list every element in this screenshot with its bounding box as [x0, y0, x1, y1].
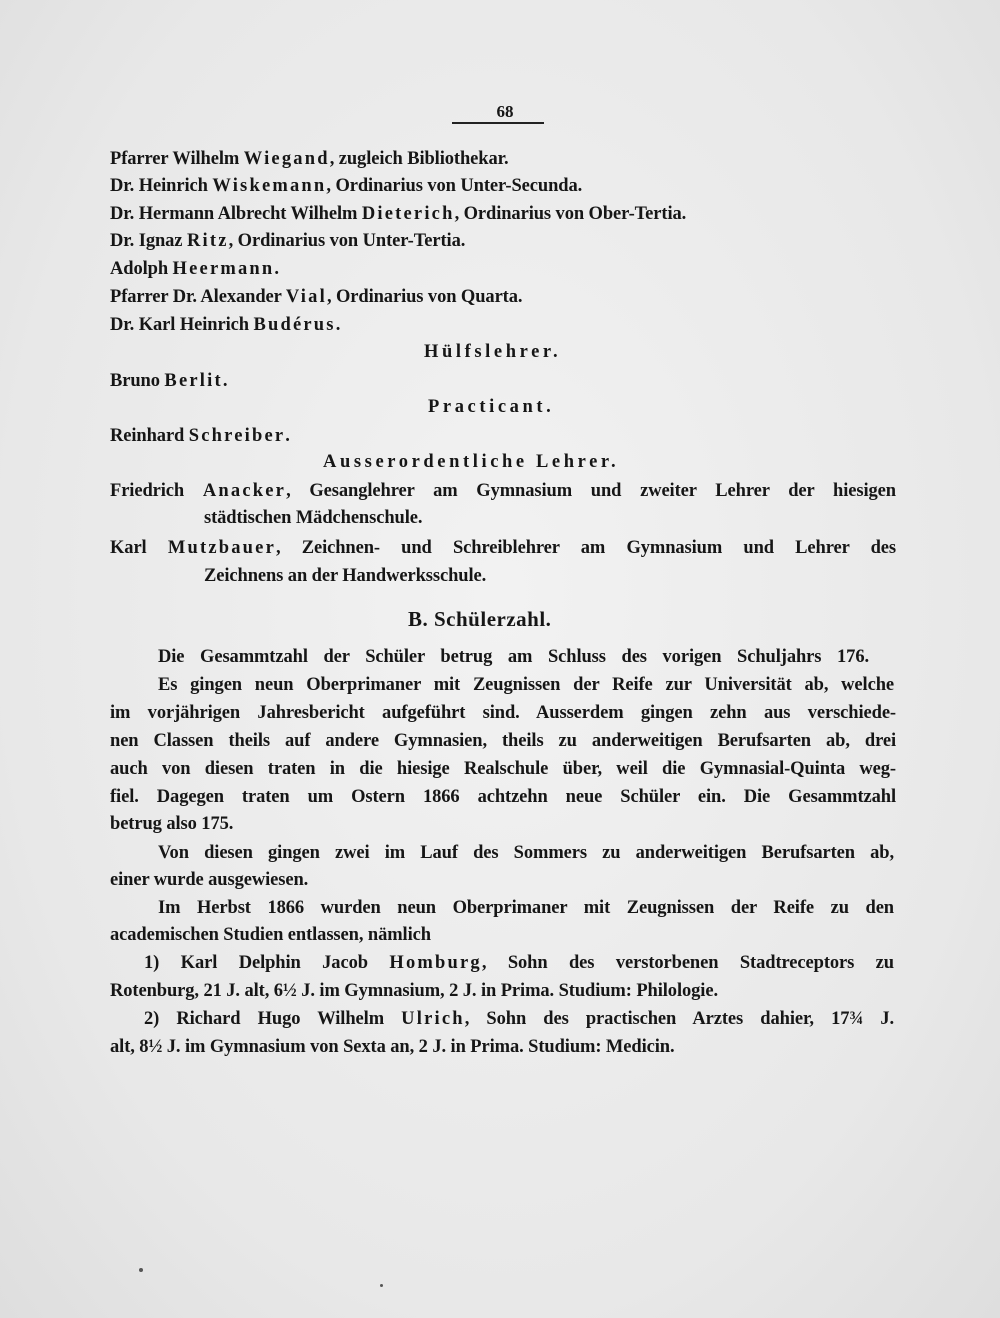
paper-speck [380, 1284, 383, 1287]
staff-role: , Zeichnen- und Schreiblehrer am Gymnasium und Lehrer des [275, 538, 896, 558]
paper-speck [139, 1268, 143, 1272]
staff-name: Wiskemann [212, 176, 327, 196]
staff-role: , Ordinarius von Quarta. [326, 287, 523, 307]
staff-role: , Ordinarius von Ober-Tertia. [454, 204, 687, 224]
staff-role: , Ordinarius von Unter-Tertia. [228, 231, 466, 251]
staff-line [110, 175, 896, 197]
staff-line [110, 480, 896, 502]
graduate-entry-continuation: Rotenburg, 21 J. alt, 6½ J. im Gymnasium, 2 J. in Prima. Studium: Philologie. [110, 981, 718, 1001]
staff-line [110, 230, 896, 252]
graduate-details: , Sohn des verstorbenen Stadtreceptors zu [481, 953, 894, 973]
staff-role: . [335, 315, 341, 335]
graduate-details: , Sohn des practischen Arztes dahier, 17¾ J. [464, 1009, 894, 1029]
graduate-entry-continuation: alt, 8½ J. im Gymnasium von Sexta an, 2 J. in Prima. Studium: Medicin. [110, 1037, 675, 1057]
staff-name: Mutzbauer [167, 538, 276, 558]
staff-name: Dieterich [361, 204, 455, 224]
paragraph-line: Von diesen gingen zwei im Lauf des Sommers zu anderweitigen Berufsarten ab, [158, 843, 894, 863]
graduate-entry [144, 1008, 894, 1030]
graduate-entry [144, 952, 894, 974]
staff-line [110, 148, 896, 170]
staff-text: Bruno [110, 371, 165, 391]
paragraph-line: Es gingen neun Oberprimaner mit Zeugnissen der Reife zur Universität ab, welche [158, 675, 894, 695]
graduate-text: 1) Karl Delphin Jacob [144, 953, 390, 973]
staff-line [110, 203, 896, 225]
graduate-text: 2) Richard Hugo Wilhelm [144, 1009, 402, 1029]
staff-text: Dr. Heinrich [110, 176, 213, 196]
staff-name: Ritz [186, 231, 229, 251]
staff-role: , Ordinarius von Unter-Secunda. [326, 176, 583, 196]
staff-line [110, 370, 896, 392]
staff-line [110, 537, 896, 559]
staff-role: , zugleich Bibliothekar. [329, 149, 509, 169]
staff-role: , Gesanglehrer am Gymnasium und zweiter Lehrer der hiesigen [286, 481, 896, 501]
staff-text: Pfarrer Dr. Alexander [110, 287, 286, 307]
staff-text: Friedrich [110, 481, 203, 501]
staff-name: Anacker [202, 481, 287, 501]
staff-name: Heermann [172, 259, 275, 279]
staff-text: Dr. Hermann Albrecht Wilhelm [110, 204, 362, 224]
staff-line [110, 286, 896, 308]
paragraph-line: betrug also 175. [110, 814, 234, 834]
staff-role: . [222, 371, 228, 391]
heading-ausserordentliche-lehrer: Ausserordentliche Lehrer. [323, 452, 620, 472]
staff-text: Pfarrer Wilhelm [110, 149, 244, 169]
heading-huelfslehrer: Hülfslehrer. [424, 342, 562, 362]
staff-name: Wiegand [243, 149, 330, 169]
paragraph-line: Im Herbst 1866 wurden neun Oberprimaner mit Zeugnissen der Reife zu den [158, 898, 894, 918]
paragraph-line: academischen Studien entlassen, nämlich [110, 925, 431, 945]
staff-line [110, 314, 896, 336]
graduate-name: Ulrich [401, 1009, 465, 1029]
staff-text: Dr. Ignaz [110, 231, 187, 251]
staff-name: Berlit [164, 371, 223, 391]
staff-text: Dr. Karl Heinrich [110, 315, 254, 335]
paragraph-line: einer wurde ausgewiesen. [110, 870, 309, 890]
staff-name: Schreiber [188, 426, 286, 446]
staff-name: Budérus [253, 315, 336, 335]
graduate-name: Homburg [389, 953, 482, 973]
paragraph-line: Die Gesammtzahl der Schüler betrug am Schluss des vorigen Schuljahrs 176. [158, 647, 869, 667]
staff-role: . [274, 259, 279, 279]
paragraph-line: im vorjährigen Jahresbericht aufgeführt sind. Ausserdem gingen zehn aus verschiede- [110, 703, 896, 723]
paragraph-line: nen Classen theils auf andere Gymnasien, theils zu anderweitigen Berufsarten ab, drei [110, 731, 896, 751]
page-number-rule [452, 122, 544, 124]
staff-role: . [285, 426, 290, 446]
staff-line [110, 258, 896, 280]
paragraph-line: fiel. Dagegen traten um Ostern 1866 achtzehn neue Schüler ein. Die Gesammtzahl [110, 787, 896, 807]
staff-line [110, 425, 896, 447]
paragraph-line: auch von diesen traten in die hiesige Realschule über, weil die Gymnasial-Quinta weg- [110, 759, 896, 779]
staff-text: Reinhard [110, 426, 189, 446]
heading-practicant: Practicant. [428, 397, 555, 417]
staff-text: Adolph [110, 259, 173, 279]
staff-text: Karl [110, 538, 168, 558]
staff-line-continuation: städtischen Mädchenschule. [204, 508, 423, 528]
staff-line-continuation: Zeichnens an der Handwerksschule. [204, 566, 487, 586]
staff-name: Vial [285, 287, 327, 307]
page-number: 68 [496, 102, 514, 121]
section-b-title: B. Schülerzahl. [408, 607, 552, 631]
